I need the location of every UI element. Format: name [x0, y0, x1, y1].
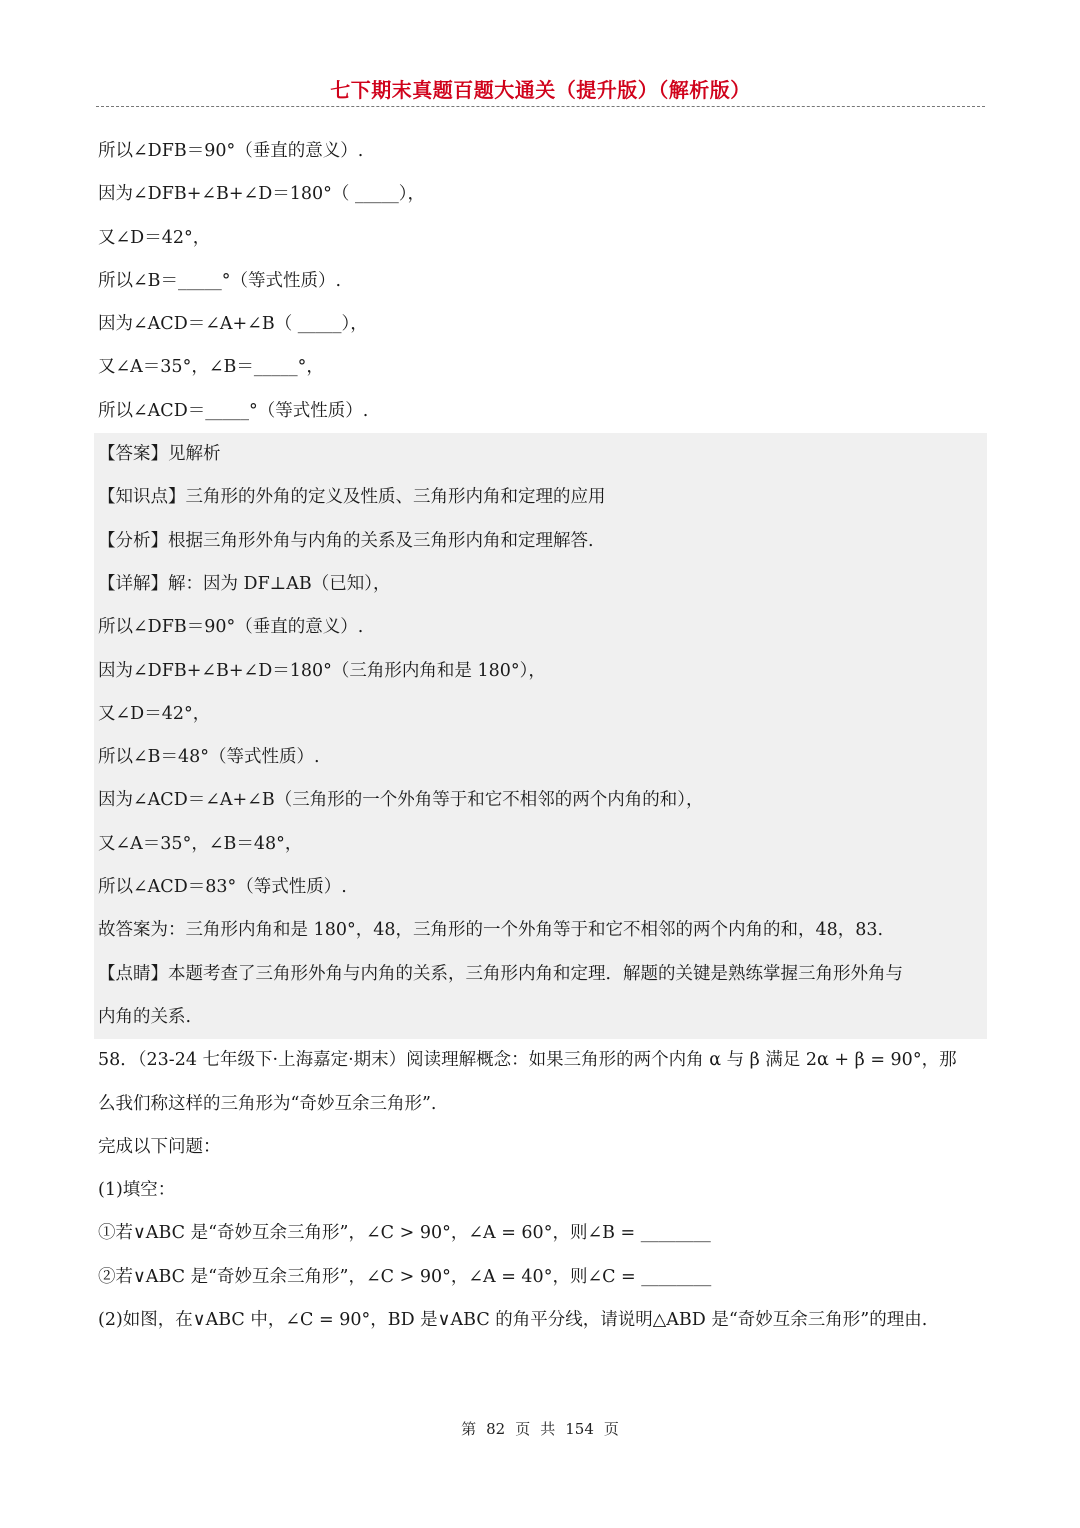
final-answer-line: 故答案为：三角形内角和是 180°，48，三角形的一个外角等于和它不相邻的两个内角的和，48，83.: [98, 920, 884, 941]
text-line: 所以∠B＝_____°（等式性质）.: [98, 270, 342, 291]
solution-line: 所以∠ACD＝83°（等式性质）.: [98, 877, 347, 898]
question-stem-line: 58．（23-24 七年级下·上海嘉定·期末）阅读理解概念：如果三角形的两个内角 α 与 β 满足 2α + β = 90°，那: [98, 1050, 957, 1071]
question-stem-line: 么我们称这样的三角形为“奇妙互余三角形”.: [98, 1093, 437, 1114]
text-line: 因为∠ACD＝∠A+∠B（ _____），: [98, 314, 368, 335]
footer-suffix: 页: [603, 1420, 619, 1438]
text-line: 因为∠DFB+∠B+∠D＝180°（ _____），: [98, 184, 425, 205]
page-footer: [0, 1418, 1080, 1439]
text-line: 又∠D＝42°，: [98, 227, 211, 248]
question-section: [98, 130, 983, 433]
subquestion-2: (2)如图，在∨ABC 中，∠C = 90°，BD 是∨ABC 的角平分线，请说明△ABD 是“奇妙互余三角形”的理由.: [98, 1310, 928, 1331]
text-line: 所以∠ACD＝_____°（等式性质）.: [98, 400, 369, 421]
total-page-count: 154: [565, 1420, 594, 1438]
solution-line: 所以∠B＝48°（等式性质）.: [98, 747, 320, 768]
subquestion-1-item-2: ②若∨ABC 是“奇妙互余三角形”，∠C > 90°，∠A = 40°，则∠C = ________: [98, 1266, 712, 1287]
document-title: 七下期末真题百题大通关（提升版）（解析版）: [330, 78, 751, 102]
text-line: 又∠A＝35°，∠B＝_____°，: [98, 357, 324, 378]
analysis-line: 【分析】根据三角形外角与内角的关系及三角形内角和定理解答.: [98, 530, 594, 551]
answer-line: 【答案】见解析: [98, 444, 221, 465]
page-content: [98, 130, 983, 1342]
footer-prefix: 第: [461, 1420, 477, 1438]
comment-line: 内角的关系.: [98, 1006, 192, 1027]
solution-line: 所以∠DFB＝90°（垂直的意义）.: [98, 617, 364, 638]
current-page-number: 82: [486, 1420, 506, 1438]
solution-line: 又∠D＝42°，: [98, 703, 211, 724]
solution-line: 【详解】解：因为 DF⊥AB（已知），: [98, 573, 391, 594]
page-header: [96, 74, 985, 107]
solution-line: 因为∠DFB+∠B+∠D＝180°（三角形内角和是 180°），: [98, 660, 546, 681]
footer-total-word: 共: [540, 1420, 556, 1438]
question-58: [98, 1039, 983, 1342]
solution-line: 因为∠ACD＝∠A+∠B（三角形的一个外角等于和它不相邻的两个内角的和），: [98, 790, 704, 811]
solution-line: 又∠A＝35°，∠B＝48°，: [98, 833, 303, 854]
answer-explanation-box: [94, 433, 987, 1039]
subquestion-1-item-1: ①若∨ABC 是“奇妙互余三角形”，∠C > 90°，∠A = 60°，则∠B = ________: [98, 1223, 711, 1244]
comment-line: 【点睛】本题考查了三角形外角与内角的关系，三角形内角和定理．解题的关键是熟练掌握三角形外角与: [98, 963, 903, 984]
footer-page-word: 页: [515, 1420, 531, 1438]
subquestion-1-label: (1)填空：: [98, 1180, 176, 1201]
text-line: 所以∠DFB＝90°（垂直的意义）.: [98, 141, 364, 161]
question-instruction: 完成以下问题：: [98, 1136, 221, 1157]
knowledge-point-line: 【知识点】三角形的外角的定义及性质、三角形内角和定理的应用: [98, 487, 606, 508]
